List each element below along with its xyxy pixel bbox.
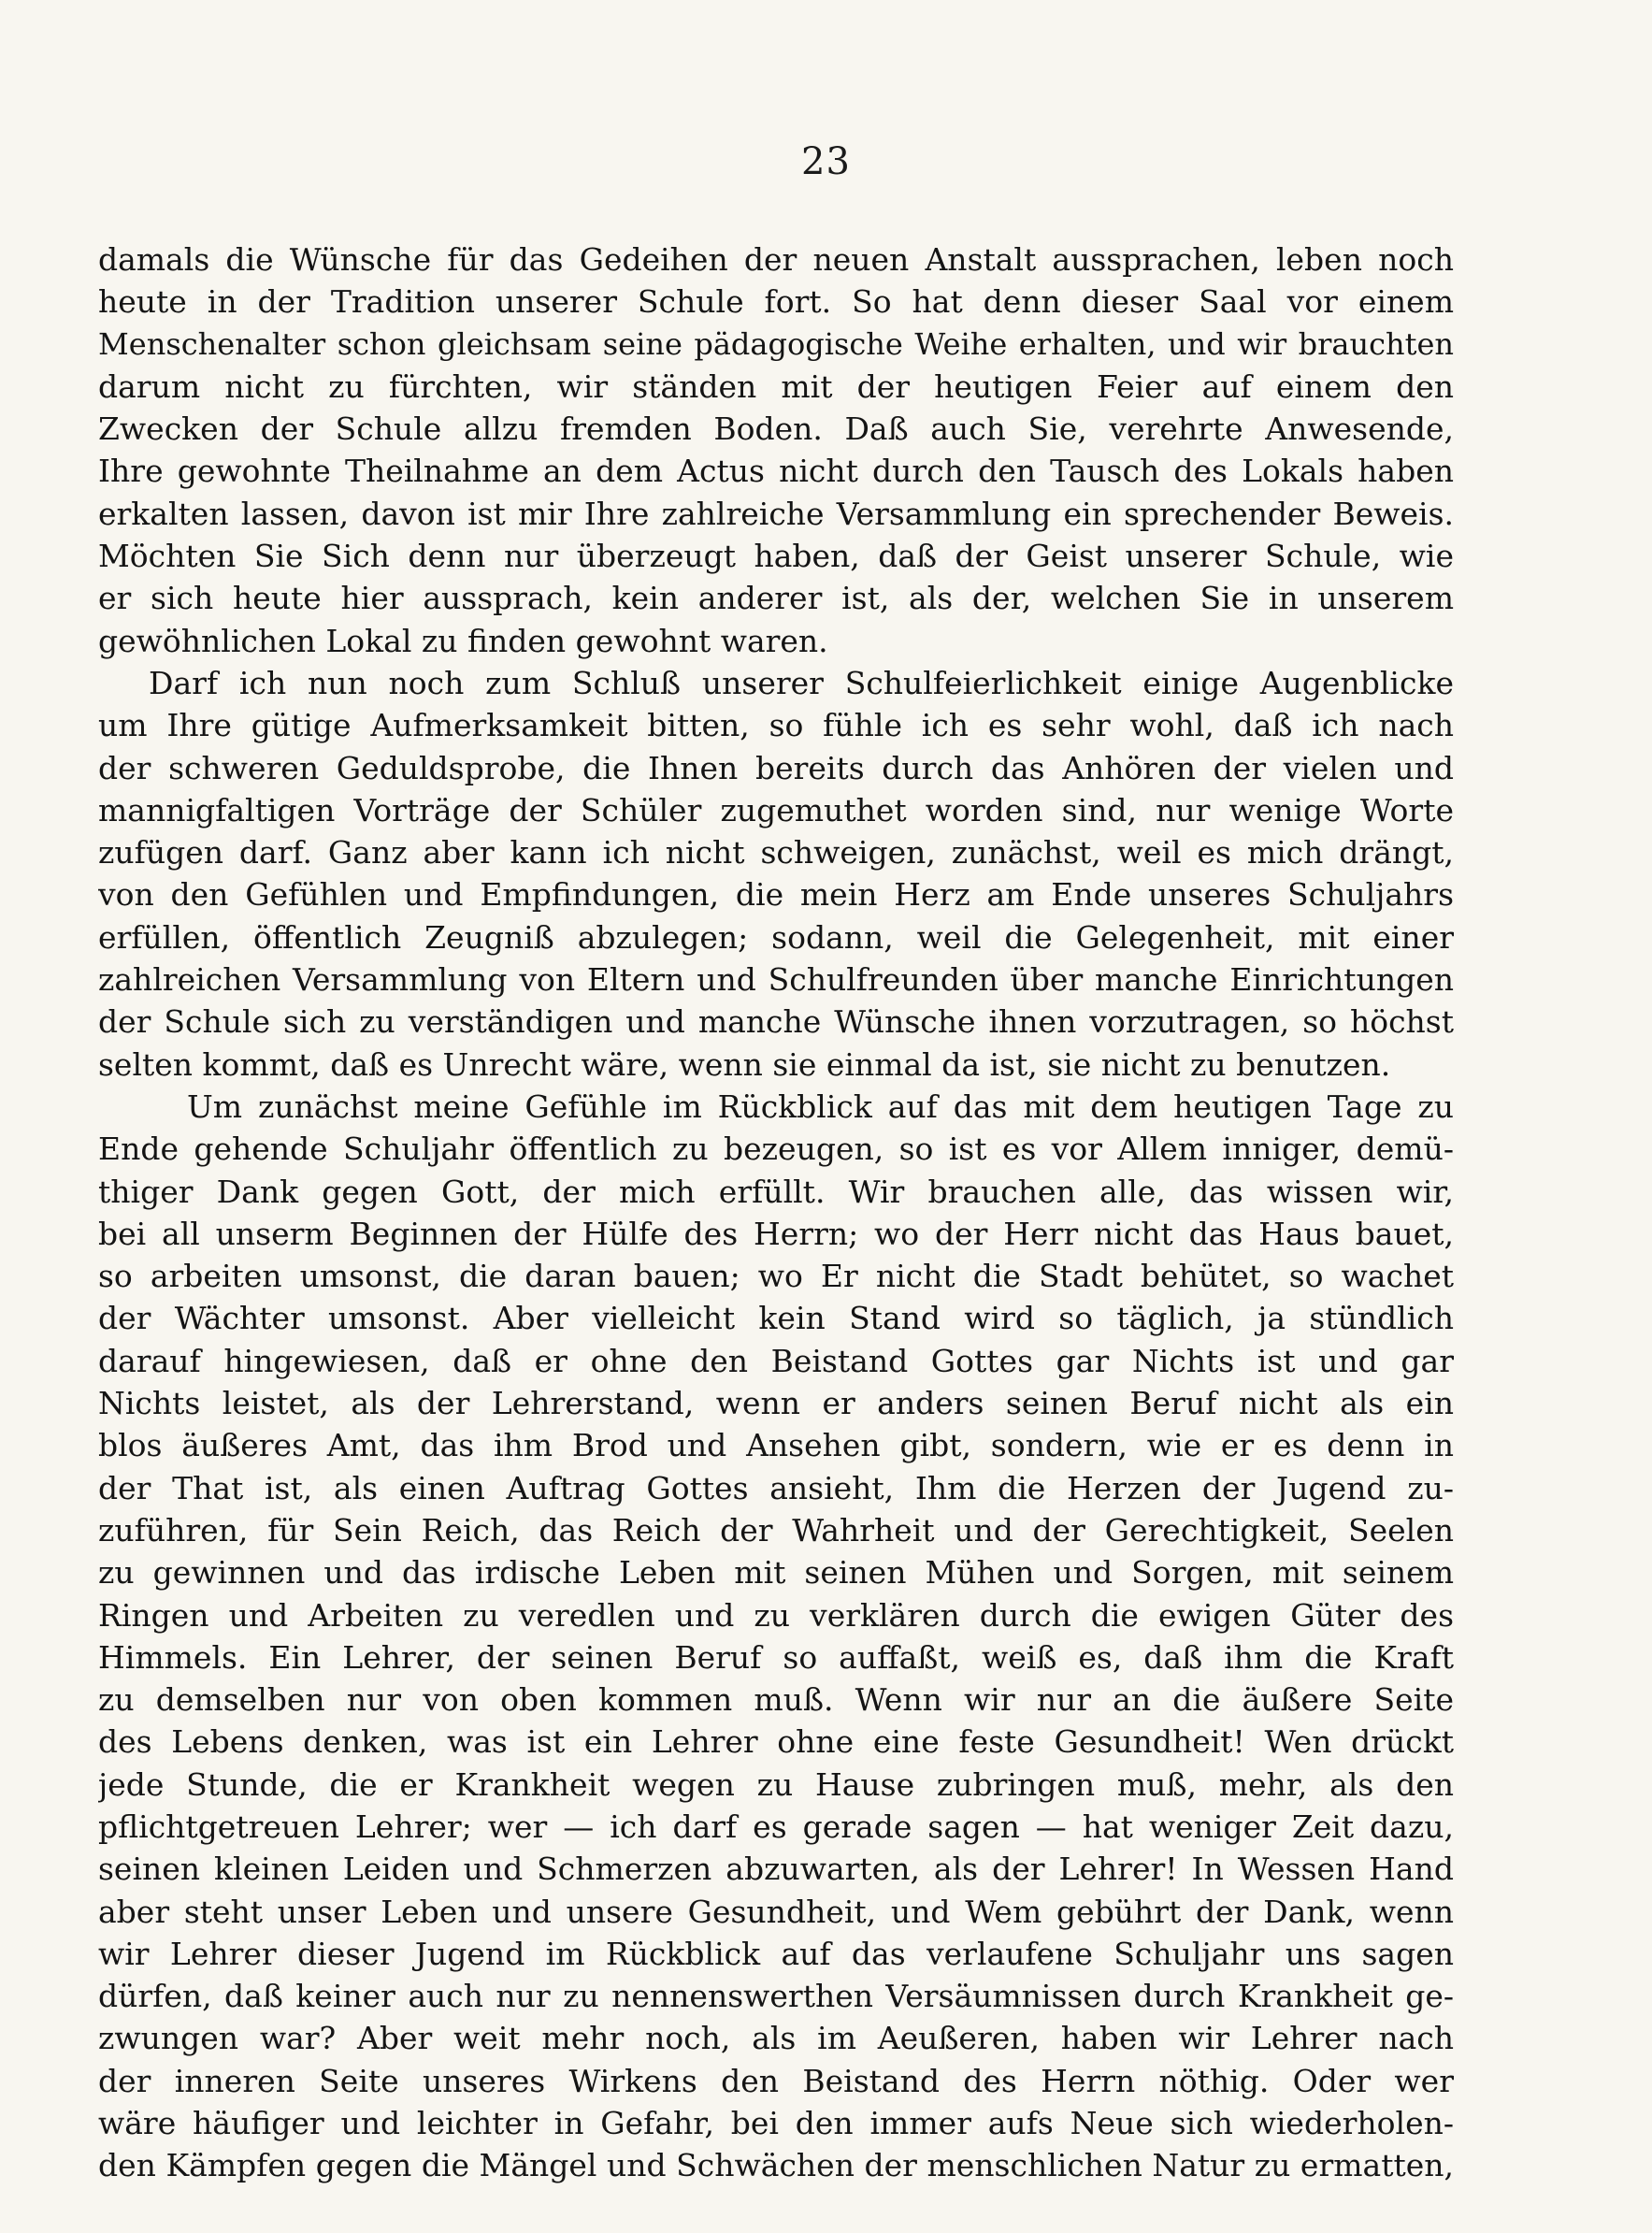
text-line: thiger Dank gegen Gott, der mich erfüllt. Wir brauchen alle, das wissen wir,: [98, 1173, 1454, 1210]
text-line: zufügen darf. Ganz aber kann ich nicht schweigen, zunächst, weil es mich drängt,: [98, 834, 1454, 872]
text-line: gewöhnlichen Lokal zu finden gewohnt waren.: [98, 622, 828, 659]
text-line: des Lebens denken, was ist ein Lehrer ohne eine feste Gesundheit! Wen drückt: [98, 1723, 1454, 1761]
text-line: der inneren Seite unseres Wirkens den Beistand des Herrn nöthig. Oder wer: [98, 2062, 1454, 2099]
text-line: dürfen, daß keiner auch nur zu nennenswerthen Versäumnissen durch Krankheit ge-: [98, 1978, 1454, 2015]
text-line: so arbeiten umsonst, die daran bauen; wo Er nicht die Stadt behütet, so wachet: [98, 1258, 1454, 1295]
text-line: um Ihre gütige Aufmerksamkeit bitten, so fühle ich es sehr wohl, daß ich nach: [98, 707, 1454, 744]
text-line: bei all unserm Beginnen der Hülfe des Herrn; wo der Herr nicht das Haus bauet,: [98, 1215, 1454, 1252]
body-text: [98, 238, 1454, 2187]
text-line: wir Lehrer dieser Jugend im Rückblick auf das verlaufene Schuljahr uns sagen: [98, 1935, 1454, 1972]
text-line: heute in der Tradition unserer Schule fort. So hat denn dieser Saal vor einem: [98, 283, 1454, 321]
text-line: der Schule sich zu verständigen und manche Wünsche ihnen vorzutragen, so höchst: [98, 1003, 1454, 1041]
text-line: seinen kleinen Leiden und Schmerzen abzuwarten, als der Lehrer! In Wessen Hand: [98, 1851, 1454, 1888]
text-line: von den Gefühlen und Empfindungen, die mein Herz am Ende unseres Schuljahrs: [98, 876, 1454, 914]
text-line: Ende gehende Schuljahr öffentlich zu bezeugen, so ist es vor Allem inniger, demü-: [98, 1131, 1454, 1168]
text-line: darum nicht zu fürchten, wir ständen mit der heutigen Feier auf einem den: [98, 367, 1454, 405]
text-line: mannigfaltigen Vorträge der Schüler zugemuthet worden sind, nur wenige Worte: [98, 791, 1454, 828]
text-line: Um zunächst meine Gefühle im Rückblick auf das mit dem heutigen Tage zu: [187, 1088, 1454, 1125]
text-line: Möchten Sie Sich denn nur überzeugt haben, daß der Geist unserer Schule, wie: [98, 538, 1454, 575]
text-line: erkalten lassen, davon ist mir Ihre zahlreiche Versammlung ein sprechender Beweis.: [98, 495, 1454, 532]
text-line: aber steht unser Leben und unsere Gesundheit, und Wem gebührt der Dank, wenn: [98, 1893, 1454, 1930]
text-line: der Wächter umsonst. Aber vielleicht kein Stand wird so täglich, ja stündlich: [98, 1300, 1454, 1337]
text-line: Zwecken der Schule allzu fremden Boden. Daß auch Sie, verehrte Anwesende,: [98, 411, 1454, 448]
text-line: zuführen, für Sein Reich, das Reich der Wahrheit und der Gerechtigkeit, Seelen: [98, 1511, 1454, 1549]
text-line: Ringen und Arbeiten zu veredlen und zu verklären durch die ewigen Güter des: [98, 1596, 1454, 1634]
text-line: der That ist, als einen Auftrag Gottes ansieht, Ihm die Herzen der Jugend zu-: [98, 1469, 1454, 1506]
text-line: selten kommt, daß es Unrecht wäre, wenn sie einmal da ist, sie nicht zu benutzen.: [98, 1045, 1391, 1083]
text-line: den Kämpfen gegen die Mängel und Schwächen der menschlichen Natur zu ermatten,: [98, 2147, 1454, 2184]
text-line: Ihre gewohnte Theilnahme an dem Actus nicht durch den Tausch des Lokals haben: [98, 453, 1454, 490]
text-line: pflichtgetreuen Lehrer; wer — ich darf es gerade sagen — hat weniger Zeit dazu,: [98, 1808, 1454, 1845]
text-line: zu gewinnen und das irdische Leben mit seinen Mühen und Sorgen, mit seinem: [98, 1554, 1454, 1592]
text-line: darauf hingewiesen, daß er ohne den Beistand Gottes gar Nichts ist und gar: [98, 1342, 1454, 1379]
text-line: er sich heute hier aussprach, kein anderer ist, als der, welchen Sie in unserem: [98, 580, 1454, 617]
text-line: erfüllen, öffentlich Zeugniß abzulegen; sodann, weil die Gelegenheit, mit einer: [98, 918, 1454, 956]
text-line: zahlreichen Versammlung von Eltern und Schulfreunden über manche Einrichtungen: [98, 961, 1454, 999]
text-line: zwungen war? Aber weit mehr noch, als im Aeußeren, haben wir Lehrer nach: [98, 2020, 1454, 2057]
text-line: zu demselben nur von oben kommen muß. Wenn wir nur an die äußere Seite: [98, 1681, 1454, 1719]
text-line: jede Stunde, die er Krankheit wegen zu Hause zubringen muß, mehr, als den: [98, 1765, 1454, 1803]
text-line: Menschenalter schon gleichsam seine pädagogische Weihe erhalten, und wir brauchten: [98, 325, 1454, 362]
page-number: 23: [801, 140, 851, 183]
text-line: blos äußeres Amt, das ihm Brod und Ansehen gibt, sondern, wie er es denn in: [98, 1427, 1454, 1464]
text-line: Himmels. Ein Lehrer, der seinen Beruf so auffaßt, weiß es, daß ihm die Kraft: [98, 1638, 1454, 1676]
text-line: Nichts leistet, als der Lehrerstand, wenn er anders seinen Beruf nicht als ein: [98, 1385, 1454, 1422]
text-line: der schweren Geduldsprobe, die Ihnen bereits durch das Anhören der vielen und: [98, 749, 1454, 786]
text-line: Darf ich nun noch zum Schluß unserer Schulfeierlichkeit einige Augenblicke: [149, 664, 1454, 701]
text-line: damals die Wünsche für das Gedeihen der neuen Anstalt aussprachen, leben noch: [98, 241, 1454, 278]
text-line: wäre häufiger und leichter in Gefahr, bei den immer aufs Neue sich wiederholen-: [98, 2105, 1454, 2142]
